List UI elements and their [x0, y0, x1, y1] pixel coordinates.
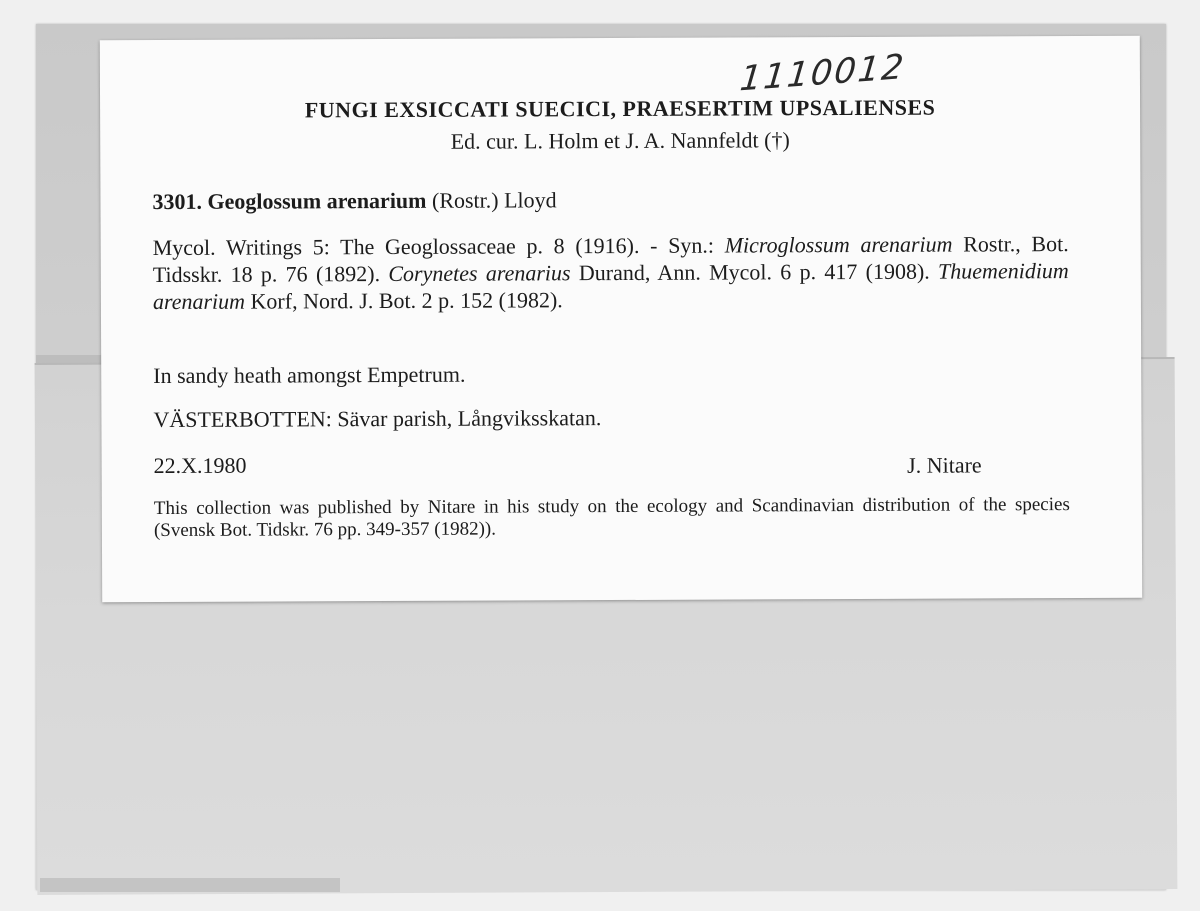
- packet-bottom-edge: [40, 878, 340, 892]
- locality-line: VÄSTERBOTTEN: Sävar parish, Långviksskatan.: [153, 405, 602, 433]
- synonym-2: Corynetes arenarius: [388, 260, 571, 287]
- accession-number: 1110012: [738, 46, 908, 100]
- herbarium-label: [100, 36, 1142, 603]
- species-authority: (Rostr.) Lloyd: [426, 187, 557, 213]
- editors-line: Ed. cur. L. Holm et J. A. Nannfeldt (†): [450, 127, 790, 154]
- citation-part-1: Mycol. Writings 5: The Geoglossaceae p. 8 (1916). - Syn.:: [152, 232, 725, 261]
- publication-note: This collection was published by Nitare in his study on the ecology and Scandinavian distribution of the species (Svensk Bot. Tidskr. 76 pp. 349-357 (1982)).: [153, 494, 1070, 542]
- synonym-3: Thuemenidium arenarium: [152, 258, 1069, 315]
- citation-part-2: Rostr., Bot. Tidsskr. 18 p. 76 (1892).: [152, 231, 1069, 288]
- collection-date: 22.X.1980: [153, 452, 247, 479]
- citation-part-4: Korf, Nord. J. Bot. 2 p. 152 (1982).: [244, 287, 563, 314]
- series-title: FUNGI EXSICCATI SUECICI, PRAESERTIM UPSALIENSES: [304, 94, 936, 123]
- collector-name: J. Nitare: [907, 452, 982, 478]
- citation-paragraph: [153, 230, 1069, 315]
- species-line: [152, 184, 1068, 215]
- synonym-1: Microglossum arenarium: [724, 231, 953, 258]
- citation-part-3: Durand, Ann. Mycol. 6 p. 417 (1908).: [570, 258, 939, 286]
- species-number-name: 3301. Geoglossum arenarium: [152, 187, 427, 215]
- habitat-line: In sandy heath amongst Empetrum.: [153, 361, 466, 389]
